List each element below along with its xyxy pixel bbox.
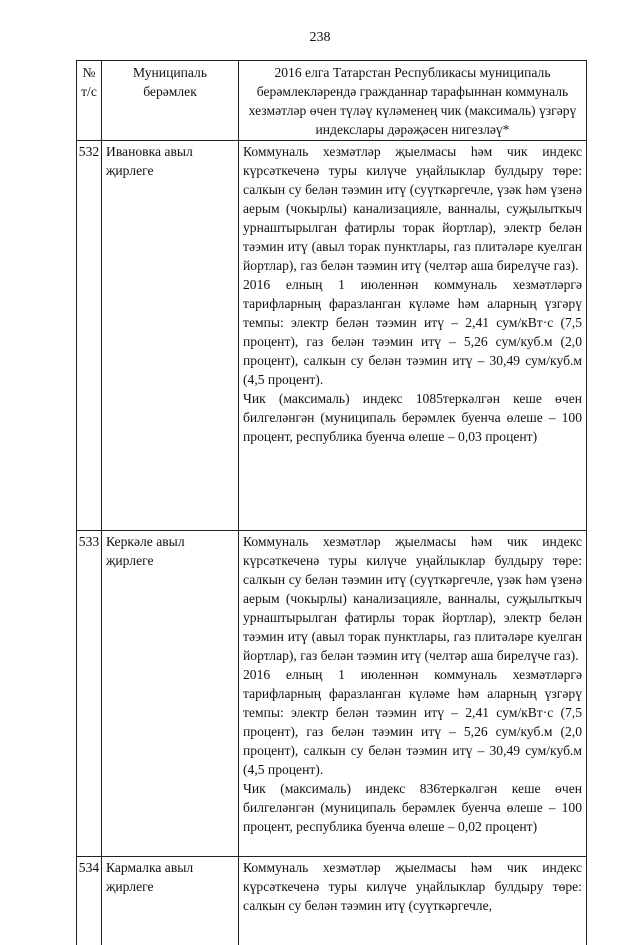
row-paragraph-index: Чик (максималь) индекс 836теркәлгән кеше өчен билгеләнгән (муниципаль берәмлек буенча өлеше – 100 процент, республика буенча өлеше – 0,02 процент)	[243, 781, 582, 834]
row-num: 534	[77, 857, 102, 945]
row-paragraph-comfort: Коммуналь хезмәтләр җыелмасы һәм чик индекс күрсәткеченә туры килүче уңайлыклар булдыру төре: салкын су белән тәэмин итү (суүткәргечле, үзәк һәм үзенә аерым (чокырлы) канализацияле, ванналы, суҗылыткыч урнаштырылган фатирлы торак йортлар), электр белән тәэмин итү (авыл торак пунктлары, газ плитәләре куелган йортлар), газ белән тәэмин итү (челтәр аша бирелүче газ).	[243, 534, 582, 663]
row-paragraph-tariffs: 2016 елның 1 июленнән коммуналь хезмәтләргә тарифларның фаразланган күләме һәм аларның үзгәрү темпы: электр белән тәэмин итү – 2,41 сум/кВт·с (7,5 процент), газ белән тәэмин итү – 5,26 сум/куб.м (2,0 процент), салкын су белән тәэмин итү – 30,49 сум/куб.м (4,5 процент).	[243, 277, 582, 387]
row-municipality: Ивановка авыл җирлеге	[102, 141, 239, 530]
table-row	[77, 857, 587, 945]
row-paragraph-comfort: Коммуналь хезмәтләр җыелмасы һәм чик индекс күрсәткеченә туры килүче уңайлыклар булдыру төре: салкын су белән тәэмин итү (суүткәргечле, үзәк һәм үзенә аерым (чокырлы) канализацияле, ванналы, суҗылыткыч урнаштырылган фатирлы торак йортлар), электр белән тәэмин итү (авыл торак пунктлары, газ плитәләре куелган йортлар), газ белән тәэмин итү (челтәр аша бирелүче газ).	[243, 144, 582, 273]
row-description	[239, 857, 587, 945]
row-description	[239, 531, 587, 856]
header-num: № т/с	[77, 61, 102, 140]
row-municipality: Кармалка авыл җирлеге	[102, 857, 239, 945]
row-paragraph-index: Чик (максималь) индекс 1085теркәлгән кеше өчен билгеләнгән (муниципаль берәмлек буенча өлеше – 100 процент, республика буенча өлеше – 0,03 процент)	[243, 391, 582, 444]
row-num: 533	[77, 531, 102, 856]
row-paragraph-comfort: Коммуналь хезмәтләр җыелмасы һәм чик индекс күрсәткеченә туры килүче уңайлыклар булдыру төре: салкын су белән тәэмин итү (суүткәргечле,	[243, 860, 582, 913]
row-description	[239, 141, 587, 530]
row-num: 532	[77, 141, 102, 530]
table-row	[77, 531, 587, 857]
page-number: 238	[309, 30, 331, 45]
row-municipality: Керкәле авыл җирлеге	[102, 531, 239, 856]
header-description: 2016 елга Татарстан Республикасы муниципаль берәмлекләрендә гражданнар тарафыннан коммуналь хезмәтләр өчен түләү күләменең чик (максималь) үзгәрү индекслары дәрәҗәсен нигезләү*	[239, 61, 587, 140]
table-row	[77, 141, 587, 531]
tariff-table	[76, 60, 587, 945]
header-municipality: Муниципаль берәмлек	[102, 61, 239, 140]
row-paragraph-tariffs: 2016 елның 1 июленнән коммуналь хезмәтләргә тарифларның фаразланган күләме һәм аларның үзгәрү темпы: электр белән тәэмин итү – 2,41 сум/кВт·с (7,5 процент), газ белән тәэмин итү – 5,26 сум/куб.м (2,0 процент), салкын су белән тәэмин итү – 30,49 сум/куб.м (4,5 процент).	[243, 667, 582, 777]
table-header-row	[77, 61, 587, 141]
